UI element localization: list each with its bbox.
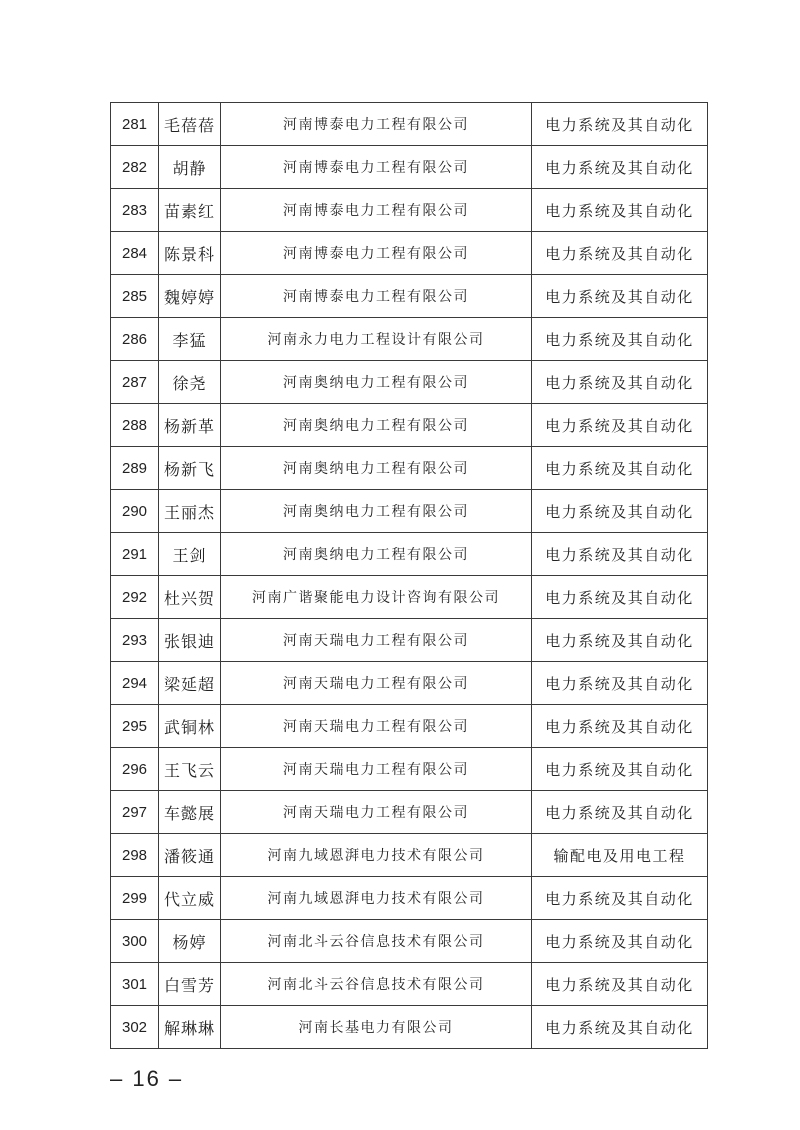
person-name-cell: 王剑 (159, 533, 221, 576)
major-cell: 电力系统及其自动化 (532, 748, 708, 791)
company-name-cell: 河南天瑞电力工程有限公司 (221, 748, 532, 791)
table-row (111, 662, 708, 705)
table-row (111, 232, 708, 275)
row-number-cell: 291 (111, 533, 159, 576)
table-row (111, 189, 708, 232)
row-number-cell: 297 (111, 791, 159, 834)
person-name-cell: 杨婷 (159, 920, 221, 963)
person-name-cell: 武铜林 (159, 705, 221, 748)
major-cell: 电力系统及其自动化 (532, 920, 708, 963)
person-name-cell: 李猛 (159, 318, 221, 361)
company-name-cell: 河南天瑞电力工程有限公司 (221, 791, 532, 834)
major-cell: 电力系统及其自动化 (532, 619, 708, 662)
table-row (111, 619, 708, 662)
person-name-cell: 解琳琳 (159, 1006, 221, 1049)
table-row (111, 103, 708, 146)
table-row (111, 533, 708, 576)
major-cell: 电力系统及其自动化 (532, 791, 708, 834)
company-name-cell: 河南博泰电力工程有限公司 (221, 189, 532, 232)
person-name-cell: 杨新飞 (159, 447, 221, 490)
company-name-cell: 河南奥纳电力工程有限公司 (221, 533, 532, 576)
row-number-cell: 285 (111, 275, 159, 318)
row-number-cell: 294 (111, 662, 159, 705)
company-name-cell: 河南九域恩湃电力技术有限公司 (221, 834, 532, 877)
table-row (111, 275, 708, 318)
major-cell: 电力系统及其自动化 (532, 146, 708, 189)
row-number-cell: 298 (111, 834, 159, 877)
company-name-cell: 河南天瑞电力工程有限公司 (221, 662, 532, 705)
company-name-cell: 河南长基电力有限公司 (221, 1006, 532, 1049)
major-cell: 电力系统及其自动化 (532, 404, 708, 447)
person-name-cell: 苗素红 (159, 189, 221, 232)
row-number-cell: 300 (111, 920, 159, 963)
company-name-cell: 河南博泰电力工程有限公司 (221, 275, 532, 318)
major-cell: 电力系统及其自动化 (532, 189, 708, 232)
table-row (111, 318, 708, 361)
table-row (111, 963, 708, 1006)
person-name-cell: 陈景科 (159, 232, 221, 275)
major-cell: 电力系统及其自动化 (532, 447, 708, 490)
company-name-cell: 河南北斗云谷信息技术有限公司 (221, 920, 532, 963)
major-cell: 电力系统及其自动化 (532, 275, 708, 318)
major-cell: 电力系统及其自动化 (532, 103, 708, 146)
row-number-cell: 293 (111, 619, 159, 662)
table-row (111, 791, 708, 834)
row-number-cell: 302 (111, 1006, 159, 1049)
company-name-cell: 河南天瑞电力工程有限公司 (221, 705, 532, 748)
person-name-cell: 代立威 (159, 877, 221, 920)
person-name-cell: 梁延超 (159, 662, 221, 705)
company-name-cell: 河南奥纳电力工程有限公司 (221, 490, 532, 533)
page-number: – 16 – (110, 1066, 184, 1091)
table-row (111, 361, 708, 404)
person-name-cell: 白雪芳 (159, 963, 221, 1006)
company-name-cell: 河南天瑞电力工程有限公司 (221, 619, 532, 662)
row-number-cell: 286 (111, 318, 159, 361)
company-name-cell: 河南广谐聚能电力设计咨询有限公司 (221, 576, 532, 619)
table-row (111, 705, 708, 748)
table-row (111, 404, 708, 447)
major-cell: 电力系统及其自动化 (532, 705, 708, 748)
person-name-cell: 潘筱通 (159, 834, 221, 877)
company-name-cell: 河南博泰电力工程有限公司 (221, 103, 532, 146)
major-cell: 电力系统及其自动化 (532, 232, 708, 275)
person-name-cell: 车懿展 (159, 791, 221, 834)
person-name-cell: 胡静 (159, 146, 221, 189)
company-name-cell: 河南永力电力工程设计有限公司 (221, 318, 532, 361)
table-row (111, 146, 708, 189)
person-name-cell: 杜兴贺 (159, 576, 221, 619)
table-row (111, 877, 708, 920)
table-body (111, 103, 708, 1049)
major-cell: 电力系统及其自动化 (532, 662, 708, 705)
row-number-cell: 281 (111, 103, 159, 146)
company-name-cell: 河南奥纳电力工程有限公司 (221, 447, 532, 490)
person-name-cell: 王丽杰 (159, 490, 221, 533)
row-number-cell: 301 (111, 963, 159, 1006)
row-number-cell: 299 (111, 877, 159, 920)
row-number-cell: 288 (111, 404, 159, 447)
major-cell: 输配电及用电工程 (532, 834, 708, 877)
major-cell: 电力系统及其自动化 (532, 490, 708, 533)
person-name-cell: 毛蓓蓓 (159, 103, 221, 146)
major-cell: 电力系统及其自动化 (532, 361, 708, 404)
row-number-cell: 284 (111, 232, 159, 275)
row-number-cell: 287 (111, 361, 159, 404)
major-cell: 电力系统及其自动化 (532, 318, 708, 361)
row-number-cell: 292 (111, 576, 159, 619)
table-row (111, 920, 708, 963)
table-row (111, 447, 708, 490)
major-cell: 电力系统及其自动化 (532, 963, 708, 1006)
row-number-cell: 296 (111, 748, 159, 791)
person-name-cell: 王飞云 (159, 748, 221, 791)
person-name-cell: 张银迪 (159, 619, 221, 662)
table-row (111, 834, 708, 877)
table-row (111, 576, 708, 619)
company-name-cell: 河南奥纳电力工程有限公司 (221, 404, 532, 447)
major-cell: 电力系统及其自动化 (532, 1006, 708, 1049)
person-name-cell: 徐尧 (159, 361, 221, 404)
row-number-cell: 283 (111, 189, 159, 232)
company-name-cell: 河南奥纳电力工程有限公司 (221, 361, 532, 404)
person-name-cell: 杨新革 (159, 404, 221, 447)
company-name-cell: 河南博泰电力工程有限公司 (221, 232, 532, 275)
company-name-cell: 河南博泰电力工程有限公司 (221, 146, 532, 189)
company-name-cell: 河南九域恩湃电力技术有限公司 (221, 877, 532, 920)
personnel-table (110, 102, 708, 1049)
major-cell: 电力系统及其自动化 (532, 576, 708, 619)
row-number-cell: 289 (111, 447, 159, 490)
row-number-cell: 290 (111, 490, 159, 533)
company-name-cell: 河南北斗云谷信息技术有限公司 (221, 963, 532, 1006)
row-number-cell: 295 (111, 705, 159, 748)
table-row (111, 490, 708, 533)
table-row (111, 1006, 708, 1049)
major-cell: 电力系统及其自动化 (532, 533, 708, 576)
person-name-cell: 魏婷婷 (159, 275, 221, 318)
major-cell: 电力系统及其自动化 (532, 877, 708, 920)
row-number-cell: 282 (111, 146, 159, 189)
table-row (111, 748, 708, 791)
